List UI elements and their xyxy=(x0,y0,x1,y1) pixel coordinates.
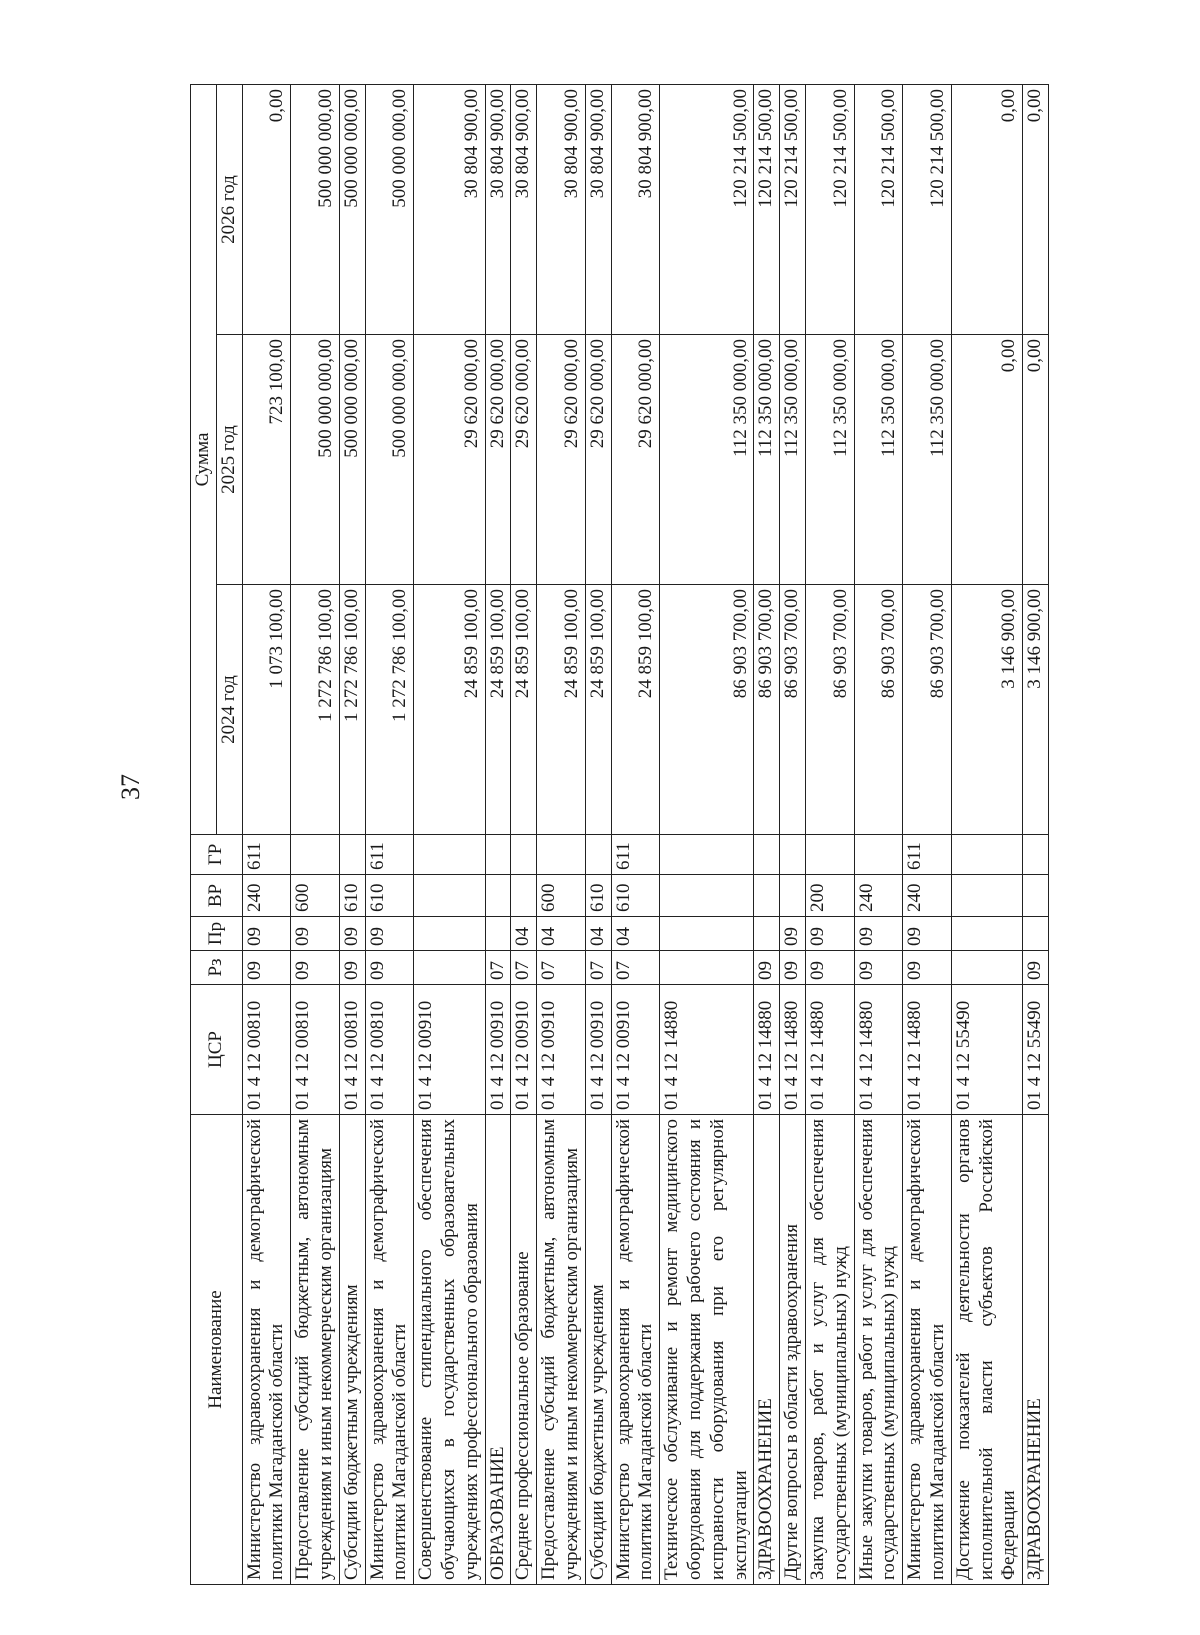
cell-pr: 09 xyxy=(339,917,365,951)
cell-2026: 500 000 000,00 xyxy=(365,85,414,335)
table-row xyxy=(780,85,806,1585)
cell-gr: 611 xyxy=(611,835,660,875)
cell-vr: 610 xyxy=(611,875,660,917)
cell-pr: 04 xyxy=(537,917,586,951)
cell-2025: 29 620 000,00 xyxy=(611,335,660,585)
table-row xyxy=(754,85,780,1585)
cell-rz xyxy=(414,951,485,985)
cell-rz xyxy=(951,951,1022,985)
cell-name: Предоставление субсидий бюджетным, автономным учреждениям и иным некоммерческим организациям xyxy=(537,1115,586,1585)
cell-rz: 09 xyxy=(854,951,903,985)
cell-csr: 01 4 12 55490 xyxy=(1023,985,1049,1115)
table-row xyxy=(242,85,291,1585)
cell-csr: 01 4 12 00910 xyxy=(537,985,586,1115)
cell-pr xyxy=(414,917,485,951)
table-row xyxy=(903,85,952,1585)
cell-pr xyxy=(660,917,754,951)
cell-vr: 610 xyxy=(339,875,365,917)
cell-2026: 120 214 500,00 xyxy=(854,85,903,335)
cell-csr: 01 4 12 00810 xyxy=(339,985,365,1115)
cell-2025: 29 620 000,00 xyxy=(485,335,511,585)
cell-gr xyxy=(951,835,1022,875)
cell-rz: 07 xyxy=(585,951,611,985)
cell-pr xyxy=(485,917,511,951)
table-row xyxy=(537,85,586,1585)
cell-gr xyxy=(854,835,903,875)
cell-2025: 29 620 000,00 xyxy=(585,335,611,585)
cell-gr xyxy=(660,835,754,875)
cell-pr: 09 xyxy=(903,917,952,951)
cell-2025: 500 000 000,00 xyxy=(291,335,340,585)
cell-name: Предоставление субсидий бюджетным, автономным учреждениям и иным некоммерческим организациям xyxy=(291,1115,340,1585)
cell-vr xyxy=(485,875,511,917)
cell-name: Техническое обслуживание и ремонт медицинского оборудования для поддержания рабочего состояния и исправности оборудования при его регулярной эксплуатации xyxy=(660,1115,754,1585)
cell-vr xyxy=(754,875,780,917)
cell-gr xyxy=(485,835,511,875)
cell-csr: 01 4 12 14880 xyxy=(805,985,854,1115)
cell-2025: 112 350 000,00 xyxy=(660,335,754,585)
cell-name: Министерство здравоохранения и демографической политики Магаданской области xyxy=(242,1115,291,1585)
header-pr: Пр xyxy=(191,917,243,951)
cell-2024: 24 859 100,00 xyxy=(585,585,611,835)
cell-csr: 01 4 12 14880 xyxy=(754,985,780,1115)
cell-vr xyxy=(951,875,1022,917)
cell-name: Закупка товаров, работ и услуг для обеспечения государственных (муниципальных) нужд xyxy=(805,1115,854,1585)
cell-rz: 09 xyxy=(339,951,365,985)
cell-csr: 01 4 12 00910 xyxy=(585,985,611,1115)
cell-vr: 240 xyxy=(242,875,291,917)
table-row xyxy=(585,85,611,1585)
table-row xyxy=(805,85,854,1585)
header-rz: Рз xyxy=(191,951,243,985)
cell-2026: 30 804 900,00 xyxy=(537,85,586,335)
cell-rz: 09 xyxy=(805,951,854,985)
cell-vr xyxy=(660,875,754,917)
cell-2026: 0,00 xyxy=(951,85,1022,335)
cell-2026: 0,00 xyxy=(1023,85,1049,335)
cell-2026: 30 804 900,00 xyxy=(611,85,660,335)
cell-rz: 07 xyxy=(537,951,586,985)
cell-2025: 112 350 000,00 xyxy=(754,335,780,585)
header-vr: ВР xyxy=(191,875,243,917)
cell-2024: 1 272 786 100,00 xyxy=(339,585,365,835)
cell-2026: 30 804 900,00 xyxy=(485,85,511,335)
cell-pr: 09 xyxy=(365,917,414,951)
table-row xyxy=(485,85,511,1585)
table-row xyxy=(365,85,414,1585)
table-row xyxy=(1023,85,1049,1585)
cell-gr xyxy=(780,835,806,875)
table-row xyxy=(660,85,754,1585)
table-row xyxy=(951,85,1022,1585)
table-body xyxy=(242,85,1048,1585)
header-csr: ЦСР xyxy=(191,985,243,1115)
cell-gr xyxy=(754,835,780,875)
cell-rz: 09 xyxy=(1023,951,1049,985)
cell-2025: 0,00 xyxy=(1023,335,1049,585)
cell-name: Министерство здравоохранения и демографической политики Магаданской области xyxy=(903,1115,952,1585)
cell-2026: 30 804 900,00 xyxy=(511,85,537,335)
cell-rz: 09 xyxy=(291,951,340,985)
cell-2025: 500 000 000,00 xyxy=(339,335,365,585)
cell-pr xyxy=(1023,917,1049,951)
cell-csr: 01 4 12 55490 xyxy=(951,985,1022,1115)
table-row xyxy=(854,85,903,1585)
cell-gr xyxy=(414,835,485,875)
cell-rz: 09 xyxy=(903,951,952,985)
cell-pr xyxy=(951,917,1022,951)
cell-csr: 01 4 12 14880 xyxy=(660,985,754,1115)
cell-csr: 01 4 12 14880 xyxy=(854,985,903,1115)
header-gr: ГР xyxy=(191,835,243,875)
cell-2024: 86 903 700,00 xyxy=(903,585,952,835)
cell-csr: 01 4 12 00910 xyxy=(414,985,485,1115)
cell-pr: 09 xyxy=(854,917,903,951)
cell-gr xyxy=(291,835,340,875)
cell-rz: 07 xyxy=(485,951,511,985)
cell-name: Достижение показателей деятельности органов исполнительной власти субъектов Российской Федерации xyxy=(951,1115,1022,1585)
cell-pr: 09 xyxy=(291,917,340,951)
cell-vr: 240 xyxy=(854,875,903,917)
header-year-2025: 2025 год xyxy=(216,335,242,585)
table-row xyxy=(339,85,365,1585)
cell-2025: 29 620 000,00 xyxy=(511,335,537,585)
cell-2024: 86 903 700,00 xyxy=(660,585,754,835)
cell-rz: 09 xyxy=(242,951,291,985)
cell-csr: 01 4 12 00910 xyxy=(511,985,537,1115)
cell-2026: 0,00 xyxy=(242,85,291,335)
table-header xyxy=(191,85,243,1585)
cell-2024: 86 903 700,00 xyxy=(805,585,854,835)
cell-rz xyxy=(660,951,754,985)
cell-2025: 112 350 000,00 xyxy=(854,335,903,585)
header-year-2026: 2026 год xyxy=(216,85,242,335)
cell-gr: 611 xyxy=(242,835,291,875)
table-row xyxy=(511,85,537,1585)
cell-name: ЗДРАВООХРАНЕНИЕ xyxy=(1023,1115,1049,1585)
cell-gr xyxy=(537,835,586,875)
cell-2024: 24 859 100,00 xyxy=(414,585,485,835)
cell-name: Среднее профессиональное образование xyxy=(511,1115,537,1585)
cell-2024: 86 903 700,00 xyxy=(854,585,903,835)
cell-2025: 723 100,00 xyxy=(242,335,291,585)
cell-2024: 24 859 100,00 xyxy=(537,585,586,835)
cell-2026: 30 804 900,00 xyxy=(414,85,485,335)
cell-rz: 07 xyxy=(611,951,660,985)
cell-2024: 86 903 700,00 xyxy=(780,585,806,835)
cell-pr xyxy=(754,917,780,951)
cell-2025: 112 350 000,00 xyxy=(780,335,806,585)
cell-pr: 09 xyxy=(242,917,291,951)
cell-gr xyxy=(805,835,854,875)
cell-2026: 120 214 500,00 xyxy=(903,85,952,335)
header-name: Наименование xyxy=(191,1115,243,1585)
cell-2026: 500 000 000,00 xyxy=(291,85,340,335)
cell-2024: 3 146 900,00 xyxy=(1023,585,1049,835)
cell-2026: 120 214 500,00 xyxy=(660,85,754,335)
cell-2024: 3 146 900,00 xyxy=(951,585,1022,835)
cell-2025: 112 350 000,00 xyxy=(903,335,952,585)
cell-name: ОБРАЗОВАНИЕ xyxy=(485,1115,511,1585)
cell-vr xyxy=(511,875,537,917)
cell-csr: 01 4 12 00810 xyxy=(365,985,414,1115)
cell-2026: 120 214 500,00 xyxy=(754,85,780,335)
cell-vr: 240 xyxy=(903,875,952,917)
header-sum: Сумма xyxy=(191,85,217,835)
cell-csr: 01 4 12 00810 xyxy=(242,985,291,1115)
cell-csr: 01 4 12 14880 xyxy=(903,985,952,1115)
cell-vr xyxy=(414,875,485,917)
cell-csr: 01 4 12 00810 xyxy=(291,985,340,1115)
cell-name: Иные закупки товаров, работ и услуг для обеспечения государственных (муниципальных) нужд xyxy=(854,1115,903,1585)
cell-2025: 29 620 000,00 xyxy=(537,335,586,585)
cell-pr: 09 xyxy=(780,917,806,951)
cell-name: Министерство здравоохранения и демографической политики Магаданской области xyxy=(611,1115,660,1585)
cell-name: Совершенствование стипендиального обеспечения обучающихся в государственных образовательных учреждениях профессионального образования xyxy=(414,1115,485,1585)
cell-rz: 09 xyxy=(754,951,780,985)
budget-table-wrapper xyxy=(190,85,1049,1585)
cell-vr: 200 xyxy=(805,875,854,917)
cell-2025: 112 350 000,00 xyxy=(805,335,854,585)
cell-2025: 0,00 xyxy=(951,335,1022,585)
cell-gr xyxy=(511,835,537,875)
cell-vr: 610 xyxy=(585,875,611,917)
cell-2026: 500 000 000,00 xyxy=(339,85,365,335)
cell-csr: 01 4 12 00910 xyxy=(611,985,660,1115)
cell-gr: 611 xyxy=(365,835,414,875)
cell-vr: 600 xyxy=(537,875,586,917)
cell-csr: 01 4 12 14880 xyxy=(780,985,806,1115)
cell-gr xyxy=(339,835,365,875)
cell-2024: 24 859 100,00 xyxy=(485,585,511,835)
cell-name: Субсидии бюджетным учреждениям xyxy=(339,1115,365,1585)
cell-2025: 500 000 000,00 xyxy=(365,335,414,585)
cell-2026: 120 214 500,00 xyxy=(805,85,854,335)
cell-vr xyxy=(780,875,806,917)
cell-gr: 611 xyxy=(903,835,952,875)
cell-rz: 07 xyxy=(511,951,537,985)
cell-2024: 24 859 100,00 xyxy=(611,585,660,835)
cell-gr xyxy=(1023,835,1049,875)
cell-2026: 120 214 500,00 xyxy=(780,85,806,335)
cell-name: Министерство здравоохранения и демографической политики Магаданской области xyxy=(365,1115,414,1585)
cell-gr xyxy=(585,835,611,875)
table-row xyxy=(611,85,660,1585)
cell-csr: 01 4 12 00910 xyxy=(485,985,511,1115)
cell-2025: 29 620 000,00 xyxy=(414,335,485,585)
cell-pr: 04 xyxy=(585,917,611,951)
cell-rz: 09 xyxy=(365,951,414,985)
cell-name: Субсидии бюджетным учреждениям xyxy=(585,1115,611,1585)
cell-vr xyxy=(1023,875,1049,917)
cell-pr: 09 xyxy=(805,917,854,951)
cell-2026: 30 804 900,00 xyxy=(585,85,611,335)
page-number: 37 xyxy=(116,774,145,800)
header-year-2024: 2024 год xyxy=(216,585,242,835)
cell-pr: 04 xyxy=(511,917,537,951)
cell-rz: 09 xyxy=(780,951,806,985)
budget-table xyxy=(190,84,1049,1585)
cell-name: ЗДРАВООХРАНЕНИЕ xyxy=(754,1115,780,1585)
cell-vr: 600 xyxy=(291,875,340,917)
cell-2024: 86 903 700,00 xyxy=(754,585,780,835)
cell-vr: 610 xyxy=(365,875,414,917)
cell-name: Другие вопросы в области здравоохранения xyxy=(780,1115,806,1585)
cell-2024: 1 272 786 100,00 xyxy=(365,585,414,835)
cell-2024: 24 859 100,00 xyxy=(511,585,537,835)
cell-2024: 1 073 100,00 xyxy=(242,585,291,835)
table-row xyxy=(291,85,340,1585)
cell-2024: 1 272 786 100,00 xyxy=(291,585,340,835)
cell-pr: 04 xyxy=(611,917,660,951)
table-row xyxy=(414,85,485,1585)
